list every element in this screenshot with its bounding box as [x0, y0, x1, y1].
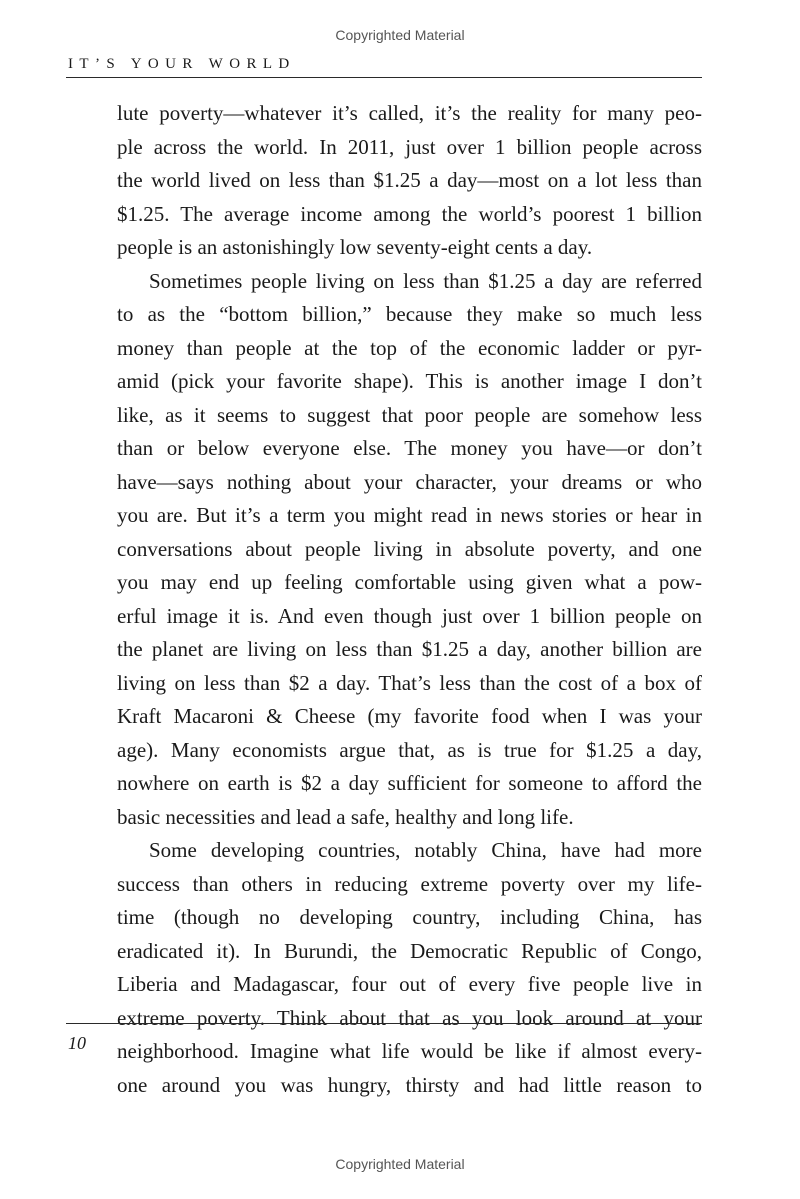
- footer-rule: [66, 1023, 702, 1024]
- text-line: the planet are living on less than $1.25 a day, another billion are: [117, 637, 702, 661]
- text-line: Some developing countries, notably China, have had more: [149, 838, 702, 862]
- paragraph-2: [117, 265, 702, 835]
- text-line: $1.25. The average income among the world’s poorest 1 billion: [117, 201, 702, 226]
- text-line: erful image it is. And even though just over 1 billion people on: [117, 603, 702, 628]
- text-line: time (though no developing country, including China, has: [117, 905, 702, 929]
- text-line: conversations about people living in absolute poverty, and one: [117, 536, 702, 561]
- page-number: 10: [68, 1033, 86, 1053]
- text-line: ple across the world. In 2011, just over 1 billion people across: [117, 134, 702, 159]
- running-head: IT’S YOUR WORLD: [68, 56, 296, 72]
- text-line: like, as it seems to suggest that poor people are somehow less: [117, 402, 702, 427]
- text-line: Liberia and Madagascar, four out of every five people live in: [117, 972, 702, 996]
- text-line: success than others in reducing extreme poverty over my life-: [117, 871, 702, 896]
- text-line: neighborhood. Imagine what life would be like if almost every-: [117, 1039, 702, 1063]
- text-line: people is an astonishingly low seventy-eight cents a day.: [117, 235, 593, 259]
- text-line: age). Many economists argue that, as is true for $1.25 a day,: [117, 737, 702, 762]
- copyright-watermark-top: Copyrighted Material: [335, 27, 465, 43]
- copyright-watermark-bottom: Copyrighted Material: [335, 1156, 465, 1172]
- text-line: lute poverty—whatever it’s called, it’s the reality for many peo-: [117, 101, 702, 125]
- text-line: to as the “bottom billion,” because they make so much less: [117, 302, 702, 326]
- text-line: living on less than $2 a day. That’s less than the cost of a box of: [117, 670, 702, 695]
- text-line: the world lived on less than $1.25 a day—most on a lot less than: [117, 168, 702, 192]
- text-line: basic necessities and lead a safe, healthy and long life.: [117, 804, 574, 829]
- text-line: nowhere on earth is $2 a day sufficient for someone to afford the: [117, 771, 702, 795]
- text-line: extreme poverty. Think about that as you look around at your: [117, 1005, 702, 1030]
- text-line: one around you was hungry, thirsty and had little reason to: [117, 1072, 702, 1097]
- text-line: you may end up feeling comfortable using given what a pow-: [117, 570, 702, 594]
- text-line: eradicated it). In Burundi, the Democratic Republic of Congo,: [117, 938, 702, 963]
- text-line: you are. But it’s a term you might read in news stories or hear in: [117, 503, 702, 527]
- text-line: than or below everyone else. The money you have—or don’t: [117, 436, 702, 460]
- header-rule: [66, 77, 702, 78]
- paragraph-1: [117, 97, 702, 265]
- text-line: Kraft Macaroni & Cheese (my favorite food when I was your: [117, 704, 702, 728]
- paragraph-3: [117, 834, 702, 1102]
- text-line: amid (pick your favorite shape). This is another image I don’t: [117, 369, 702, 393]
- text-line: money than people at the top of the economic ladder or pyr-: [117, 335, 702, 360]
- text-line: have—says nothing about your character, your dreams or who: [117, 469, 702, 494]
- body-text: [117, 97, 702, 1102]
- text-line: Sometimes people living on less than $1.25 a day are referred: [149, 268, 702, 293]
